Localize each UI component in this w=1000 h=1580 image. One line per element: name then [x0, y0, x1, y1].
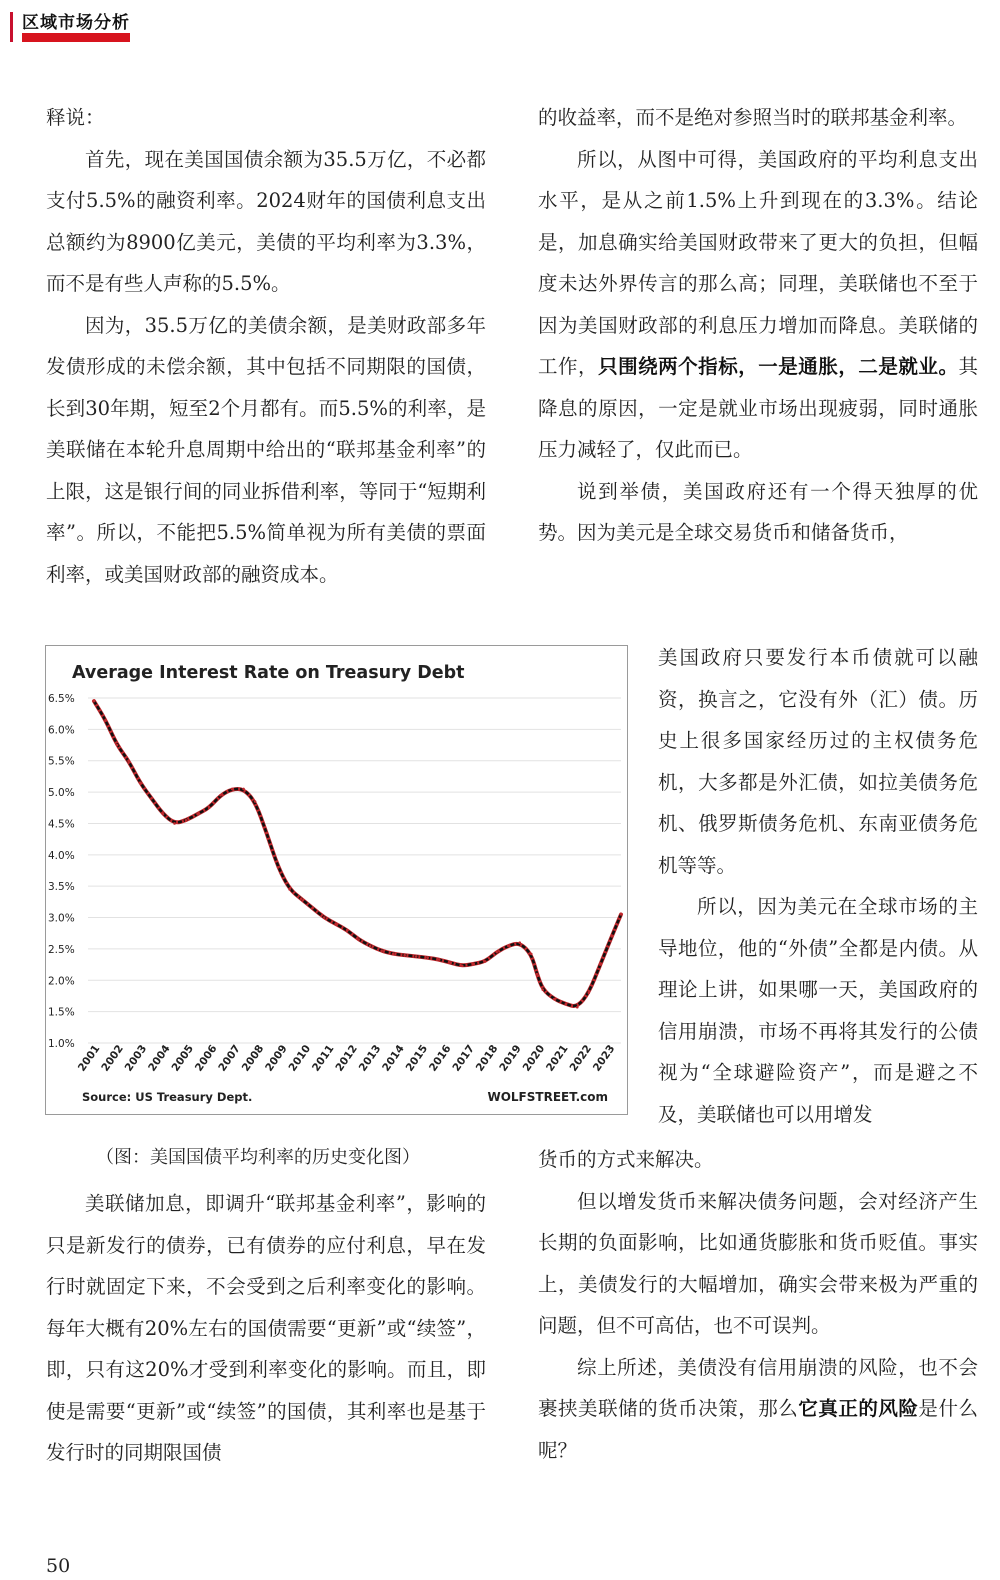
paragraph-rate-hike: 美联储加息，即调升“联邦基金利率”，影响的只是新发行的债券，已有债券的应付利息，早在发行时就固定下来，不会受到之后利率变化的影响。每年大概有20%左右的国债需要“更新”或“续签”，即，只有这20%才受到利率变化的影响。而且，即使是需要“更新”或“续签”的国债，其利率也是基于发行时的同期限国债 [46, 1192, 486, 1464]
x-tick-label: 2001 [75, 1042, 103, 1074]
left-column [46, 97, 486, 595]
data-point [231, 788, 234, 791]
x-tick-label: 2013 [356, 1042, 384, 1074]
y-tick-label: 2.0% [48, 975, 75, 988]
x-tick-label: 2009 [263, 1042, 290, 1074]
data-point [564, 1003, 567, 1006]
x-tick-label: 2010 [286, 1042, 314, 1074]
chart-x-ticks [76, 1043, 618, 1074]
data-point [449, 961, 452, 964]
x-tick-label: 2020 [520, 1042, 548, 1074]
data-point [127, 759, 130, 762]
data-point [242, 788, 245, 791]
data-point [553, 998, 556, 1001]
y-tick-label: 4.5% [48, 818, 75, 831]
x-tick-label: 2022 [567, 1042, 595, 1074]
x-tick-label: 2003 [122, 1042, 150, 1074]
x-tick-label: 2007 [216, 1042, 243, 1074]
x-tick-label: 2019 [497, 1042, 524, 1074]
data-point [254, 800, 257, 803]
data-point [288, 888, 291, 891]
x-tick-label: 2008 [239, 1042, 267, 1074]
data-point [162, 813, 165, 816]
chart-grid [88, 698, 621, 1043]
data-point [93, 700, 96, 703]
chart-y-ticks [48, 693, 75, 1050]
x-tick-label: 2011 [309, 1042, 337, 1074]
x-tick-label: 2016 [426, 1042, 454, 1074]
y-tick-label: 3.5% [48, 881, 75, 894]
paragraph-currency-method: 货币的方式来解决。 [538, 1148, 714, 1171]
series-line [94, 701, 621, 1006]
y-tick-label: 1.0% [48, 1038, 75, 1050]
data-point [507, 944, 510, 947]
y-tick-label: 3.0% [48, 912, 75, 925]
data-point [173, 822, 176, 825]
section-title: 区域市场分析 [22, 13, 130, 33]
data-point [620, 913, 623, 916]
text-real-risk: 它真正的风险 [798, 1397, 919, 1420]
data-point [438, 958, 441, 961]
x-tick-label: 2018 [473, 1042, 501, 1074]
chart-series [93, 700, 623, 1009]
text-conclusion-a: 综上所述，美债没有信用崩溃的风险，也不会裹挟美联储的货币决策，那么 [538, 1355, 978, 1420]
data-point [208, 806, 211, 809]
chart-source: Source: US Treasury Dept. [82, 1090, 253, 1104]
chart-svg [46, 646, 627, 1114]
y-tick-label: 6.5% [48, 693, 75, 705]
data-point [219, 794, 222, 797]
data-point [311, 907, 314, 910]
chart-title: Average Interest Rate on Treasury Debt [72, 663, 465, 683]
treasury-rate-chart [45, 645, 628, 1115]
data-point [599, 963, 602, 966]
paragraph-money-printing: 但以增发货币来解决债务问题，会对经济产生长期的负面影响，比如通货膨胀和货币贬值。事实上，美债发行的大幅增加，确实会带来极为严重的问题，但不可高估，也不可误判。 [538, 1189, 978, 1337]
data-point [104, 719, 107, 722]
data-point [530, 953, 533, 956]
paragraph-dollar-dominance: 所以，因为美元在全球市场的主导地位，他的“外债”全都是内债。从理论上讲，如果哪一天，美国政府的信用崩溃，市场不再将其发行的公债视为“全球避险资产”，而是避之不及，美联储也可以用增发 [658, 895, 978, 1126]
data-point [150, 797, 153, 800]
x-tick-label: 2017 [450, 1042, 478, 1074]
y-tick-label: 5.5% [48, 755, 75, 768]
y-tick-label: 6.0% [48, 724, 75, 737]
data-point [461, 965, 464, 968]
data-point [300, 897, 303, 900]
paragraph-yield-continued: 的收益率，而不是绝对参照当时的联邦基金利率。 [538, 106, 968, 129]
x-tick-label: 2021 [544, 1042, 571, 1074]
data-point [587, 992, 590, 995]
data-point [357, 938, 360, 941]
data-point [185, 819, 188, 822]
data-point [369, 944, 372, 947]
x-tick-label: 2014 [380, 1042, 407, 1074]
section-title-underline [22, 33, 130, 42]
text-conclusion-b: 是什么呢？ [538, 1397, 978, 1462]
right-column-lower [538, 1139, 978, 1471]
data-point [472, 963, 475, 966]
chart-watermark: WOLFSTREET.com [487, 1090, 608, 1104]
data-point [415, 955, 418, 958]
data-point [334, 923, 337, 926]
data-point [139, 781, 142, 784]
y-tick-label: 1.5% [48, 1006, 75, 1019]
x-tick-label: 2005 [169, 1042, 197, 1074]
page-number: 50 [46, 1555, 71, 1577]
x-tick-label: 2012 [333, 1042, 360, 1074]
data-point [116, 744, 119, 747]
paragraph-shuoshuo: 释说： [46, 106, 105, 129]
y-tick-label: 4.0% [48, 849, 75, 862]
data-point [380, 949, 383, 952]
data-point [610, 935, 613, 938]
paragraph-local-currency-debt: 美国政府只要发行本币债就可以融资，换言之，它没有外（汇）债。历史上很多国家经历过的主权债务危机，大多都是外汇债，如拉美债务危机、俄罗斯债务危机、东南亚债务危机等等。 [658, 646, 978, 877]
y-tick-label: 5.0% [48, 787, 75, 800]
data-point [323, 916, 326, 919]
x-tick-label: 2023 [590, 1042, 618, 1074]
data-point [265, 832, 268, 835]
text-average-interest-a: 所以，从图中可得，美国政府的平均利息支出水平，是从之前1.5%上升到现在的3.3%。结论是，加息确实给美国财政带来了更大的负担，但幅度未达外界传言的那么高；同理，美联储也不至于因为美国财政部的利息压力增加而降息。美联储的工作， [538, 147, 978, 378]
x-tick-label: 2002 [99, 1042, 126, 1074]
data-point [403, 954, 406, 957]
x-tick-label: 2015 [403, 1042, 431, 1074]
left-column-lower [46, 1183, 486, 1474]
right-wrap-column [658, 637, 978, 1135]
header-accent-bar [10, 12, 13, 42]
figure-caption: （图：美国国债平均利率的历史变化图） [96, 1147, 420, 1168]
data-point [392, 953, 395, 956]
x-tick-label: 2004 [146, 1042, 173, 1074]
paragraph-average-interest [538, 139, 978, 471]
paragraph-fed-funds-rate: 因为，35.5万亿的美债余额，是美财政部多年发债形成的未偿余额，其中包括不同期限的国债，长到30年期，短至2个月都有。而5.5%的利率，是美联储在本轮升息周期中给出的“联邦基金利率”的上限，这是银行间的同业拆借利率，等同于“短期利率”。所以，不能把5.5%简单视为所有美债的票面利率，或美国财政部的融资成本。 [46, 313, 486, 586]
data-point [277, 866, 280, 869]
data-point [196, 813, 199, 816]
right-column [538, 97, 978, 554]
paragraph-debt-balance: 首先，现在美国国债余额为35.5万亿，不必都支付5.5%的融资利率。2024财年的国债利息支出总额约为8900亿美元，美债的平均利率为3.3%，而不是有些人声称的5.5%。 [46, 147, 486, 295]
y-tick-label: 2.5% [48, 943, 75, 956]
series-line-red [94, 701, 621, 1006]
data-point [541, 988, 544, 991]
text-average-interest-b: 其降息的原因，一定是就业市场出现疲弱，同时通胀压力减轻了，仅此而已。 [538, 355, 978, 461]
data-point [518, 941, 521, 944]
paragraph-borrowing-advantage: 说到举债，美国政府还有一个得天独厚的优势。因为美元是全球交易货币和储备货币， [538, 479, 978, 544]
data-point [495, 951, 498, 954]
data-point [484, 960, 487, 963]
data-point [536, 973, 539, 976]
data-point [576, 1006, 579, 1009]
text-two-indicators: 只围绕两个指标，一是通胀，二是就业。 [598, 355, 959, 378]
paragraph-conclusion [538, 1347, 978, 1472]
data-point [346, 929, 349, 932]
data-point [426, 956, 429, 959]
x-tick-label: 2006 [192, 1042, 220, 1074]
